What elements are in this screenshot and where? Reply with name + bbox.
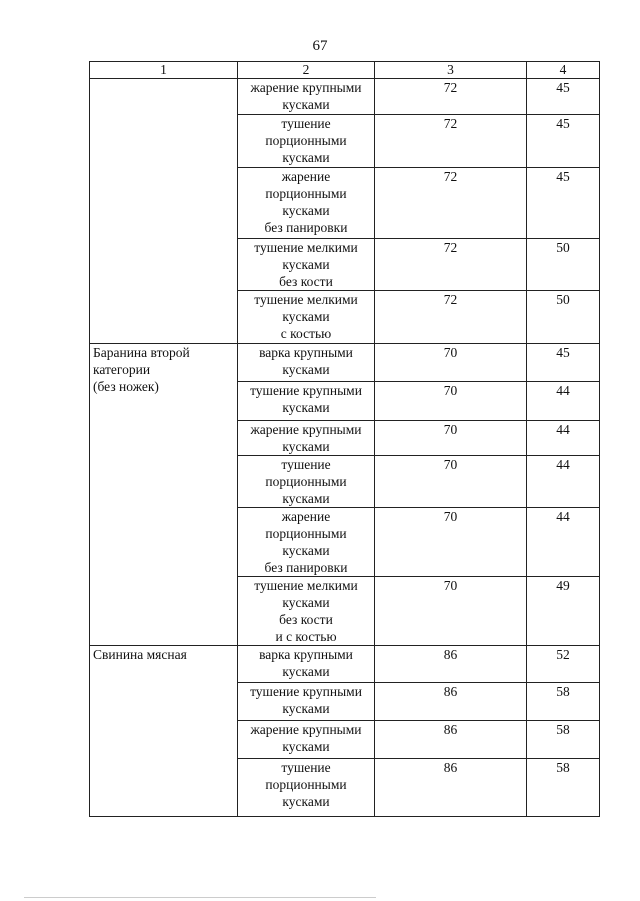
column-3-value: 86 [375,646,527,683]
processing-method-line: порционными [265,133,347,148]
processing-method-line: кусками [282,309,330,324]
processing-method-cell [238,168,375,239]
product-cell [90,79,238,344]
processing-method-line: тушение [281,760,331,775]
processing-method-line: без панировки [264,560,348,575]
processing-method-line: кусками [282,701,330,716]
processing-method-line: варка крупными [259,345,353,360]
column-4-value: 45 [527,79,600,115]
processing-method-line: тушение крупными [250,684,362,699]
processing-method-line: кусками [282,257,330,272]
processing-method-line: порционными [265,186,347,201]
processing-method-line: без кости [279,612,333,627]
processing-method-line: тушение [281,116,331,131]
processing-method-line: тушение мелкими [254,240,358,255]
column-3-value: 72 [375,79,527,115]
processing-method-cell [238,291,375,344]
processing-method-line: жарение [281,509,331,524]
column-4-value: 44 [527,421,600,456]
page-number: 67 [312,38,328,54]
processing-method-line: жарение [281,169,331,184]
product-name-line: категории [93,362,151,377]
column-3-value: 72 [375,115,527,168]
product-cell [90,646,238,817]
processing-method-line: кусками [282,400,330,415]
processing-method-cell [238,421,375,456]
column-3-value: 72 [375,168,527,239]
processing-method-line: и с костью [275,629,337,644]
processing-method-line: с костью [280,326,332,341]
processing-method-line: тушение крупными [250,383,362,398]
column-3-value: 70 [375,508,527,577]
processing-method-line: кусками [282,203,330,218]
column-4-value: 52 [527,646,600,683]
header-row [90,62,600,79]
column-4-value: 58 [527,721,600,759]
processing-method-line: жарение крупными [250,422,362,437]
processing-method-cell [238,239,375,291]
column-header-4: 4 [527,62,600,79]
processing-method-line: кусками [282,543,330,558]
column-header-1: 1 [90,62,238,79]
processing-method-line: порционными [265,474,347,489]
processing-method-line: кусками [282,362,330,377]
processing-method-line: тушение мелкими [254,292,358,307]
column-4-value: 50 [527,239,600,291]
processing-method-cell [238,456,375,508]
product-name-line: (без ножек) [93,379,159,394]
processing-method-line: кусками [282,97,330,112]
column-3-value: 72 [375,291,527,344]
processing-method-line: кусками [282,491,330,506]
column-4-value: 44 [527,382,600,421]
processing-method-cell [238,646,375,683]
table-body [90,79,600,817]
processing-method-cell [238,759,375,817]
product-name-line: Баранина второй [93,345,190,360]
column-4-value: 49 [527,577,600,646]
processing-method-cell [238,577,375,646]
column-3-value: 86 [375,683,527,721]
table-row [90,344,600,382]
column-4-value: 50 [527,291,600,344]
processing-method-line: жарение крупными [250,722,362,737]
processing-method-cell [238,344,375,382]
table-row [90,79,600,115]
column-4-value: 44 [527,456,600,508]
column-3-value: 70 [375,382,527,421]
column-4-value: 45 [527,115,600,168]
processing-method-cell [238,79,375,115]
scan-edge-line [24,897,376,898]
processing-method-line: без кости [279,274,333,289]
column-3-value: 72 [375,239,527,291]
column-4-value: 58 [527,759,600,817]
processing-method-line: порционными [265,777,347,792]
processing-method-line: кусками [282,595,330,610]
column-4-value: 45 [527,344,600,382]
processing-method-line: кусками [282,794,330,809]
column-3-value: 86 [375,721,527,759]
processing-method-line: тушение мелкими [254,578,358,593]
processing-method-line: кусками [282,739,330,754]
column-header-2: 2 [238,62,375,79]
processing-method-cell [238,382,375,421]
column-3-value: 70 [375,456,527,508]
processing-method-line: жарение крупными [250,80,362,95]
processing-method-line: без панировки [264,220,348,235]
processing-method-line: кусками [282,664,330,679]
column-4-value: 45 [527,168,600,239]
processing-method-cell [238,721,375,759]
column-3-value: 70 [375,421,527,456]
column-3-value: 70 [375,577,527,646]
column-4-value: 58 [527,683,600,721]
processing-method-cell [238,508,375,577]
table-row [90,646,600,683]
column-header-3: 3 [375,62,527,79]
processing-method-cell [238,683,375,721]
product-name-line: Свинина мясная [93,647,187,662]
processing-method-line: кусками [282,439,330,454]
processing-method-line: порционными [265,526,347,541]
processing-method-line: кусками [282,150,330,165]
norms-table [89,61,600,817]
column-4-value: 44 [527,508,600,577]
product-cell [90,344,238,646]
table-header [90,62,600,79]
processing-method-line: варка крупными [259,647,353,662]
column-3-value: 70 [375,344,527,382]
processing-method-cell [238,115,375,168]
column-3-value: 86 [375,759,527,817]
processing-method-line: тушение [281,457,331,472]
